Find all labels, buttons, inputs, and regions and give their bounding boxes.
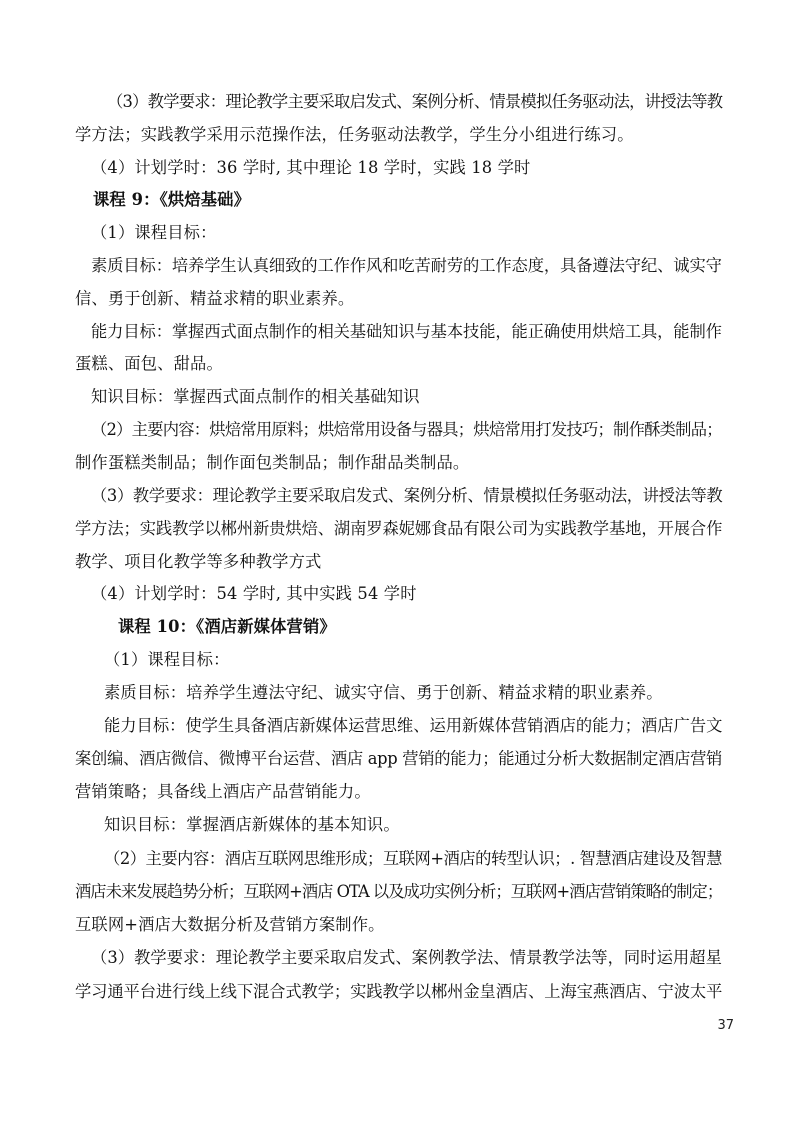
paragraph-line: 教学、项目化教学等多种教学方式 xyxy=(75,552,322,571)
paragraph-line: 素质目标：培养学生遵法守纪、诚实守信、勇于创新、精益求精的职业素养。 xyxy=(104,683,663,702)
section-heading-course-9: 课程 9：《烘焙基础》 xyxy=(93,190,251,209)
paragraph-line: 互联网+酒店大数据分析及营销方案制作。 xyxy=(75,915,385,934)
paragraph-line: （4）计划学时：54 学时, 其中实践 54 学时 xyxy=(91,584,417,603)
paragraph-line: 案创编、酒店微信、微博平台运营、酒店 app 营销的能力；能通过分析大数据制定酒店营销 xyxy=(75,749,723,768)
paragraph-line: 酒店未来发展趋势分析；互联网+酒店 OTA 以及成功实例分析；互联网+酒店营销策略的制定； xyxy=(75,882,723,901)
section-heading-course-10: 课程 10：《酒店新媒体营销》 xyxy=(118,617,336,636)
paragraph-line: （1）课程目标： xyxy=(91,223,217,242)
paragraph-line: （2）主要内容：烘焙常用原料；烘焙常用设备与器具；烘焙常用打发技巧；制作酥类制品； xyxy=(91,420,722,439)
paragraph-line: （2）主要内容：酒店互联网思维形成；互联网+酒店的转型认识；. 智慧酒店建设及智慧 xyxy=(104,849,722,868)
paragraph-line: （3）教学要求：理论教学主要采取启发式、案例分析、情景模拟任务驱动法，讲授法等教 xyxy=(107,92,723,111)
paragraph-line: 信、勇于创新、精益求精的职业素养。 xyxy=(75,289,355,308)
paragraph-line: 制作蛋糕类制品；制作面包类制品；制作甜品类制品。 xyxy=(75,453,470,472)
paragraph-line: 学习通平台进行线上线下混合式教学；实践教学以郴州金皇酒店、上海宝燕酒店、宁波太平 xyxy=(75,982,723,1001)
page-number: 37 xyxy=(717,1018,734,1033)
paragraph-line: 知识目标：掌握西式面点制作的相关基础知识 xyxy=(91,387,420,406)
paragraph-line: 能力目标：使学生具备酒店新媒体运营思维、运用新媒体营销酒店的能力；酒店广告文 xyxy=(104,716,723,735)
paragraph-line: （3）教学要求：理论教学主要采取启发式、案例教学法、情景教学法等，同时运用超星 xyxy=(91,948,722,967)
paragraph-line: 知识目标：掌握酒店新媒体的基本知识。 xyxy=(104,815,400,834)
paragraph-line: （3）教学要求：理论教学主要采取启发式、案例分析、情景模拟任务驱动法，讲授法等教 xyxy=(91,486,723,505)
paragraph-line: 能力目标：掌握西式面点制作的相关基础知识与基本技能，能正确使用烘焙工具，能制作 xyxy=(91,322,722,341)
paragraph-line: 学方法；实践教学采用示范操作法，任务驱动法教学，学生分小组进行练习。 xyxy=(75,125,634,144)
paragraph-line: 营销策略；具备线上酒店产品营销能力。 xyxy=(75,782,371,801)
paragraph-line: （4）计划学时：36 学时, 其中理论 18 学时，实践 18 学时 xyxy=(91,158,531,177)
paragraph-line: （1）课程目标： xyxy=(104,650,230,669)
paragraph-line: 素质目标：培养学生认真细致的工作作风和吃苦耐劳的工作态度，具备遵法守纪、诚实守 xyxy=(91,256,722,275)
paragraph-line: 蛋糕、面包、甜品。 xyxy=(75,354,223,373)
paragraph-line: 学方法；实践教学以郴州新贵烘焙、湖南罗森妮娜食品有限公司为实践教学基地，开展合作 xyxy=(75,519,723,538)
